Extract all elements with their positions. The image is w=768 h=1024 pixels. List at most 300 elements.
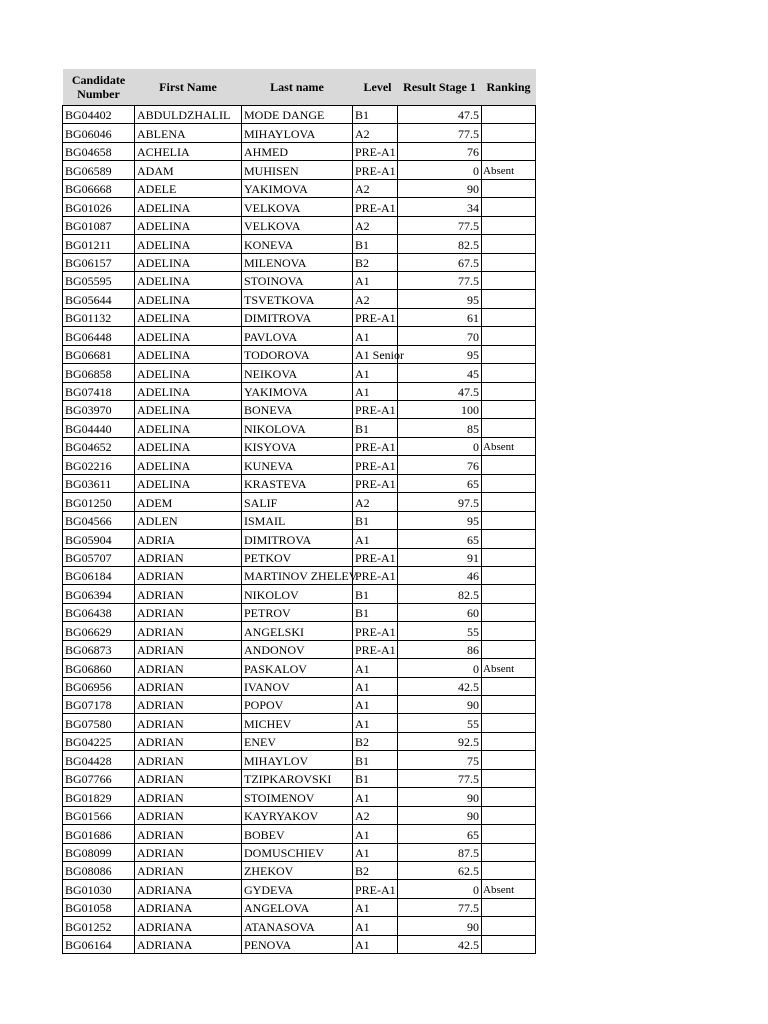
cell-first-name: ADELINA bbox=[135, 382, 242, 400]
table-row bbox=[63, 640, 536, 658]
cell-result: 60 bbox=[398, 603, 482, 621]
cell-level: A1 bbox=[353, 382, 398, 400]
cell-last-name: ENEV bbox=[242, 732, 353, 750]
table-row bbox=[63, 253, 536, 271]
cell-ranking bbox=[482, 566, 536, 584]
cell-ranking bbox=[482, 474, 536, 492]
cell-candidate-number: BG06858 bbox=[63, 364, 135, 382]
cell-level: PRE-A1 bbox=[353, 456, 398, 474]
cell-last-name: PETKOV bbox=[242, 548, 353, 566]
table-body bbox=[63, 106, 536, 954]
cell-first-name: ADELINA bbox=[135, 419, 242, 437]
cell-first-name: ADRIAN bbox=[135, 861, 242, 879]
cell-level: A1 bbox=[353, 825, 398, 843]
cell-level: B1 bbox=[353, 106, 398, 124]
cell-result: 82.5 bbox=[398, 585, 482, 603]
cell-ranking bbox=[482, 235, 536, 253]
cell-ranking: Absent bbox=[482, 659, 536, 677]
cell-candidate-number: BG04402 bbox=[63, 106, 135, 124]
cell-ranking bbox=[482, 751, 536, 769]
cell-level: A1 bbox=[353, 327, 398, 345]
results-sheet bbox=[62, 69, 536, 954]
cell-candidate-number: BG08099 bbox=[63, 843, 135, 861]
cell-result: 77.5 bbox=[398, 898, 482, 916]
cell-result: 34 bbox=[398, 198, 482, 216]
cell-result: 91 bbox=[398, 548, 482, 566]
cell-first-name: ADRIAN bbox=[135, 806, 242, 824]
cell-last-name: KISYOVA bbox=[242, 437, 353, 455]
cell-last-name: MILENOVA bbox=[242, 253, 353, 271]
cell-ranking bbox=[482, 843, 536, 861]
cell-ranking bbox=[482, 253, 536, 271]
cell-first-name: ADRIAN bbox=[135, 843, 242, 861]
cell-last-name: PETROV bbox=[242, 603, 353, 621]
cell-result: 75 bbox=[398, 751, 482, 769]
cell-first-name: ABLENA bbox=[135, 124, 242, 142]
cell-level: B1 bbox=[353, 585, 398, 603]
table-row bbox=[63, 898, 536, 916]
cell-candidate-number: BG03970 bbox=[63, 401, 135, 419]
cell-result: 77.5 bbox=[398, 271, 482, 289]
table-row bbox=[63, 198, 536, 216]
cell-result: 77.5 bbox=[398, 124, 482, 142]
cell-level: B2 bbox=[353, 861, 398, 879]
cell-candidate-number: BG01250 bbox=[63, 493, 135, 511]
cell-level: A1 bbox=[353, 659, 398, 677]
cell-last-name: ANGELSKI bbox=[242, 622, 353, 640]
results-table bbox=[62, 69, 536, 954]
cell-level: A1 bbox=[353, 530, 398, 548]
cell-level: A2 bbox=[353, 124, 398, 142]
cell-level: A1 bbox=[353, 677, 398, 695]
cell-level: A2 bbox=[353, 806, 398, 824]
cell-ranking bbox=[482, 124, 536, 142]
cell-last-name: VELKOVA bbox=[242, 198, 353, 216]
cell-last-name: STOIMENOV bbox=[242, 788, 353, 806]
cell-last-name: KONEVA bbox=[242, 235, 353, 253]
table-row bbox=[63, 271, 536, 289]
cell-last-name: YAKIMOVA bbox=[242, 179, 353, 197]
cell-level: B2 bbox=[353, 732, 398, 750]
cell-result: 90 bbox=[398, 788, 482, 806]
cell-last-name: GYDEVA bbox=[242, 880, 353, 898]
header-last-name: Last name bbox=[242, 69, 353, 106]
cell-first-name: ADRIANA bbox=[135, 880, 242, 898]
cell-result: 95 bbox=[398, 345, 482, 363]
table-row bbox=[63, 751, 536, 769]
table-row bbox=[63, 732, 536, 750]
cell-ranking bbox=[482, 677, 536, 695]
cell-last-name: PASKALOV bbox=[242, 659, 353, 677]
cell-result: 65 bbox=[398, 530, 482, 548]
cell-ranking bbox=[482, 861, 536, 879]
header-first-name: First Name bbox=[135, 69, 242, 106]
cell-last-name: IVANOV bbox=[242, 677, 353, 695]
cell-first-name: ADRIAN bbox=[135, 677, 242, 695]
cell-first-name: ADRIAN bbox=[135, 622, 242, 640]
cell-candidate-number: BG03611 bbox=[63, 474, 135, 492]
cell-level: PRE-A1 bbox=[353, 640, 398, 658]
cell-candidate-number: BG06438 bbox=[63, 603, 135, 621]
cell-last-name: TZIPKAROVSKI bbox=[242, 769, 353, 787]
cell-result: 76 bbox=[398, 142, 482, 160]
table-row bbox=[63, 677, 536, 695]
cell-first-name: ADRIAN bbox=[135, 548, 242, 566]
cell-result: 85 bbox=[398, 419, 482, 437]
cell-result: 0 bbox=[398, 437, 482, 455]
cell-first-name: ADELINA bbox=[135, 401, 242, 419]
cell-candidate-number: BG04566 bbox=[63, 511, 135, 529]
cell-last-name: MARTINOV ZHELEV bbox=[242, 566, 353, 584]
cell-result: 47.5 bbox=[398, 106, 482, 124]
cell-candidate-number: BG06164 bbox=[63, 935, 135, 953]
cell-last-name: KUNEVA bbox=[242, 456, 353, 474]
table-row bbox=[63, 825, 536, 843]
cell-last-name: ANGELOVA bbox=[242, 898, 353, 916]
cell-first-name: ADELINA bbox=[135, 364, 242, 382]
cell-level: B1 bbox=[353, 603, 398, 621]
cell-result: 100 bbox=[398, 401, 482, 419]
cell-candidate-number: BG05707 bbox=[63, 548, 135, 566]
cell-candidate-number: BG05595 bbox=[63, 271, 135, 289]
cell-ranking bbox=[482, 511, 536, 529]
cell-level: A1 bbox=[353, 917, 398, 935]
cell-level: A1 bbox=[353, 714, 398, 732]
cell-result: 67.5 bbox=[398, 253, 482, 271]
cell-last-name: BONEVA bbox=[242, 401, 353, 419]
cell-first-name: ADRIAN bbox=[135, 696, 242, 714]
cell-ranking bbox=[482, 788, 536, 806]
cell-result: 86 bbox=[398, 640, 482, 658]
cell-level: PRE-A1 bbox=[353, 474, 398, 492]
cell-level: B1 bbox=[353, 769, 398, 787]
cell-ranking bbox=[482, 419, 536, 437]
cell-result: 61 bbox=[398, 308, 482, 326]
cell-first-name: ADELINA bbox=[135, 437, 242, 455]
cell-level: A1 bbox=[353, 364, 398, 382]
cell-ranking bbox=[482, 530, 536, 548]
cell-last-name: ZHEKOV bbox=[242, 861, 353, 879]
cell-level: B1 bbox=[353, 235, 398, 253]
cell-level: PRE-A1 bbox=[353, 401, 398, 419]
cell-result: 42.5 bbox=[398, 935, 482, 953]
cell-result: 65 bbox=[398, 825, 482, 843]
cell-result: 90 bbox=[398, 806, 482, 824]
cell-last-name: BOBEV bbox=[242, 825, 353, 843]
cell-result: 0 bbox=[398, 161, 482, 179]
cell-last-name: ATANASOVA bbox=[242, 917, 353, 935]
cell-first-name: ADRIAN bbox=[135, 732, 242, 750]
cell-result: 77.5 bbox=[398, 769, 482, 787]
cell-first-name: ADRIANA bbox=[135, 917, 242, 935]
table-row bbox=[63, 696, 536, 714]
cell-result: 87.5 bbox=[398, 843, 482, 861]
cell-candidate-number: BG01252 bbox=[63, 917, 135, 935]
cell-first-name: ADRIANA bbox=[135, 898, 242, 916]
cell-level: A2 bbox=[353, 179, 398, 197]
cell-first-name: ADELINA bbox=[135, 456, 242, 474]
cell-ranking bbox=[482, 603, 536, 621]
cell-level: PRE-A1 bbox=[353, 161, 398, 179]
cell-result: 90 bbox=[398, 917, 482, 935]
cell-first-name: ADELINA bbox=[135, 345, 242, 363]
cell-last-name: STOINOVA bbox=[242, 271, 353, 289]
cell-first-name: ABDULDZHALIL bbox=[135, 106, 242, 124]
cell-first-name: ADELINA bbox=[135, 271, 242, 289]
cell-last-name: NIKOLOVA bbox=[242, 419, 353, 437]
cell-last-name: ISMAIL bbox=[242, 511, 353, 529]
cell-result: 95 bbox=[398, 290, 482, 308]
cell-level: PRE-A1 bbox=[353, 880, 398, 898]
cell-candidate-number: BG04658 bbox=[63, 142, 135, 160]
table-row bbox=[63, 179, 536, 197]
cell-candidate-number: BG01829 bbox=[63, 788, 135, 806]
cell-level: B1 bbox=[353, 511, 398, 529]
table-row bbox=[63, 161, 536, 179]
table-row bbox=[63, 714, 536, 732]
cell-first-name: ADRIAN bbox=[135, 640, 242, 658]
cell-level: B2 bbox=[353, 253, 398, 271]
cell-last-name: DIMITROVA bbox=[242, 530, 353, 548]
table-row bbox=[63, 917, 536, 935]
cell-ranking: Absent bbox=[482, 437, 536, 455]
cell-ranking bbox=[482, 364, 536, 382]
cell-first-name: ADELINA bbox=[135, 235, 242, 253]
cell-candidate-number: BG07580 bbox=[63, 714, 135, 732]
cell-level: PRE-A1 bbox=[353, 198, 398, 216]
cell-level: PRE-A1 bbox=[353, 622, 398, 640]
cell-level: A2 bbox=[353, 493, 398, 511]
cell-first-name: ADELE bbox=[135, 179, 242, 197]
cell-candidate-number: BG01030 bbox=[63, 880, 135, 898]
cell-last-name: TODOROVA bbox=[242, 345, 353, 363]
cell-result: 45 bbox=[398, 364, 482, 382]
cell-candidate-number: BG04440 bbox=[63, 419, 135, 437]
cell-candidate-number: BG06448 bbox=[63, 327, 135, 345]
table-row bbox=[63, 566, 536, 584]
cell-ranking bbox=[482, 917, 536, 935]
cell-candidate-number: BG07418 bbox=[63, 382, 135, 400]
cell-level: A1 bbox=[353, 788, 398, 806]
cell-candidate-number: BG04428 bbox=[63, 751, 135, 769]
cell-level: A1 bbox=[353, 935, 398, 953]
cell-candidate-number: BG06956 bbox=[63, 677, 135, 695]
table-row bbox=[63, 806, 536, 824]
cell-candidate-number: BG06873 bbox=[63, 640, 135, 658]
cell-ranking bbox=[482, 290, 536, 308]
cell-ranking bbox=[482, 548, 536, 566]
cell-candidate-number: BG01211 bbox=[63, 235, 135, 253]
header-candidate-line1: Candidate bbox=[71, 73, 126, 87]
cell-level: A1 bbox=[353, 696, 398, 714]
table-row bbox=[63, 308, 536, 326]
cell-level: A1 Senior bbox=[353, 345, 398, 363]
table-row bbox=[63, 382, 536, 400]
table-row bbox=[63, 530, 536, 548]
cell-last-name: MUHISEN bbox=[242, 161, 353, 179]
cell-candidate-number: BG06046 bbox=[63, 124, 135, 142]
cell-candidate-number: BG08086 bbox=[63, 861, 135, 879]
cell-first-name: ADRIAN bbox=[135, 566, 242, 584]
cell-ranking bbox=[482, 345, 536, 363]
cell-first-name: ADRIAN bbox=[135, 585, 242, 603]
cell-ranking bbox=[482, 271, 536, 289]
cell-candidate-number: BG05904 bbox=[63, 530, 135, 548]
table-header bbox=[63, 69, 536, 106]
cell-ranking bbox=[482, 198, 536, 216]
cell-first-name: ADELINA bbox=[135, 474, 242, 492]
table-row bbox=[63, 585, 536, 603]
cell-level: PRE-A1 bbox=[353, 548, 398, 566]
cell-last-name: DOMUSCHIEV bbox=[242, 843, 353, 861]
header-level: Level bbox=[353, 69, 398, 106]
cell-first-name: ADRIAN bbox=[135, 659, 242, 677]
cell-first-name: ADRIAN bbox=[135, 825, 242, 843]
cell-last-name: KRASTEVA bbox=[242, 474, 353, 492]
cell-last-name: TSVETKOVA bbox=[242, 290, 353, 308]
cell-ranking bbox=[482, 106, 536, 124]
cell-candidate-number: BG06668 bbox=[63, 179, 135, 197]
cell-level: PRE-A1 bbox=[353, 142, 398, 160]
cell-ranking bbox=[482, 898, 536, 916]
cell-result: 97.5 bbox=[398, 493, 482, 511]
cell-result: 82.5 bbox=[398, 235, 482, 253]
table-row bbox=[63, 843, 536, 861]
cell-first-name: ADAM bbox=[135, 161, 242, 179]
cell-candidate-number: BG07178 bbox=[63, 696, 135, 714]
cell-last-name: DIMITROVA bbox=[242, 308, 353, 326]
cell-ranking bbox=[482, 714, 536, 732]
cell-candidate-number: BG01132 bbox=[63, 308, 135, 326]
cell-level: A1 bbox=[353, 271, 398, 289]
cell-last-name: NEIKOVA bbox=[242, 364, 353, 382]
table-row bbox=[63, 437, 536, 455]
table-row bbox=[63, 880, 536, 898]
cell-candidate-number: BG01087 bbox=[63, 216, 135, 234]
cell-candidate-number: BG06629 bbox=[63, 622, 135, 640]
cell-last-name: SALIF bbox=[242, 493, 353, 511]
cell-last-name: YAKIMOVA bbox=[242, 382, 353, 400]
cell-last-name: KAYRYAKOV bbox=[242, 806, 353, 824]
cell-first-name: ADELINA bbox=[135, 198, 242, 216]
cell-candidate-number: BG01026 bbox=[63, 198, 135, 216]
cell-first-name: ADEM bbox=[135, 493, 242, 511]
table-row bbox=[63, 935, 536, 953]
cell-ranking bbox=[482, 825, 536, 843]
cell-result: 76 bbox=[398, 456, 482, 474]
cell-ranking bbox=[482, 769, 536, 787]
table-row bbox=[63, 769, 536, 787]
cell-ranking: Absent bbox=[482, 161, 536, 179]
cell-candidate-number: BG06394 bbox=[63, 585, 135, 603]
table-row bbox=[63, 548, 536, 566]
cell-ranking bbox=[482, 216, 536, 234]
header-candidate-number bbox=[63, 69, 135, 106]
table-row bbox=[63, 106, 536, 124]
cell-first-name: ADRIAN bbox=[135, 769, 242, 787]
cell-candidate-number: BG01686 bbox=[63, 825, 135, 843]
table-row bbox=[63, 788, 536, 806]
cell-ranking bbox=[482, 179, 536, 197]
table-row bbox=[63, 861, 536, 879]
cell-result: 0 bbox=[398, 880, 482, 898]
cell-level: A1 bbox=[353, 843, 398, 861]
table-row bbox=[63, 511, 536, 529]
table-row bbox=[63, 419, 536, 437]
cell-ranking bbox=[482, 806, 536, 824]
cell-last-name: AHMED bbox=[242, 142, 353, 160]
cell-ranking bbox=[482, 622, 536, 640]
cell-candidate-number: BG07766 bbox=[63, 769, 135, 787]
cell-result: 77.5 bbox=[398, 216, 482, 234]
cell-ranking bbox=[482, 696, 536, 714]
cell-candidate-number: BG06184 bbox=[63, 566, 135, 584]
cell-result: 65 bbox=[398, 474, 482, 492]
cell-ranking: Absent bbox=[482, 880, 536, 898]
cell-level: A1 bbox=[353, 898, 398, 916]
header-result-stage-1: Result Stage 1 bbox=[398, 69, 482, 106]
header-row bbox=[63, 69, 536, 106]
cell-level: B1 bbox=[353, 751, 398, 769]
cell-first-name: ADRIAN bbox=[135, 788, 242, 806]
cell-first-name: ADLEN bbox=[135, 511, 242, 529]
cell-candidate-number: BG01566 bbox=[63, 806, 135, 824]
cell-first-name: ADRIA bbox=[135, 530, 242, 548]
cell-ranking bbox=[482, 732, 536, 750]
header-candidate-line2: Number bbox=[77, 87, 120, 101]
cell-result: 90 bbox=[398, 696, 482, 714]
cell-ranking bbox=[482, 401, 536, 419]
cell-level: A2 bbox=[353, 216, 398, 234]
cell-last-name: MICHEV bbox=[242, 714, 353, 732]
table-row bbox=[63, 235, 536, 253]
cell-level: PRE-A1 bbox=[353, 308, 398, 326]
table-row bbox=[63, 364, 536, 382]
table-row bbox=[63, 142, 536, 160]
cell-last-name: MIHAYLOV bbox=[242, 751, 353, 769]
table-row bbox=[63, 474, 536, 492]
cell-candidate-number: BG01058 bbox=[63, 898, 135, 916]
cell-candidate-number: BG06157 bbox=[63, 253, 135, 271]
cell-result: 0 bbox=[398, 659, 482, 677]
cell-first-name: ADRIANA bbox=[135, 935, 242, 953]
cell-ranking bbox=[482, 308, 536, 326]
cell-first-name: ADRIAN bbox=[135, 751, 242, 769]
cell-result: 95 bbox=[398, 511, 482, 529]
cell-last-name: PENOVA bbox=[242, 935, 353, 953]
cell-level: A2 bbox=[353, 290, 398, 308]
cell-last-name: MODE DANGE bbox=[242, 106, 353, 124]
table-row bbox=[63, 290, 536, 308]
cell-last-name: MIHAYLOVA bbox=[242, 124, 353, 142]
cell-ranking bbox=[482, 456, 536, 474]
cell-first-name: ADRIAN bbox=[135, 603, 242, 621]
cell-candidate-number: BG04652 bbox=[63, 437, 135, 455]
cell-result: 46 bbox=[398, 566, 482, 584]
cell-ranking bbox=[482, 585, 536, 603]
cell-last-name: POPOV bbox=[242, 696, 353, 714]
table-row bbox=[63, 401, 536, 419]
cell-ranking bbox=[482, 640, 536, 658]
cell-first-name: ADELINA bbox=[135, 253, 242, 271]
cell-level: PRE-A1 bbox=[353, 566, 398, 584]
table-row bbox=[63, 124, 536, 142]
cell-candidate-number: BG04225 bbox=[63, 732, 135, 750]
cell-ranking bbox=[482, 935, 536, 953]
cell-first-name: ADRIAN bbox=[135, 714, 242, 732]
cell-candidate-number: BG05644 bbox=[63, 290, 135, 308]
cell-result: 62.5 bbox=[398, 861, 482, 879]
